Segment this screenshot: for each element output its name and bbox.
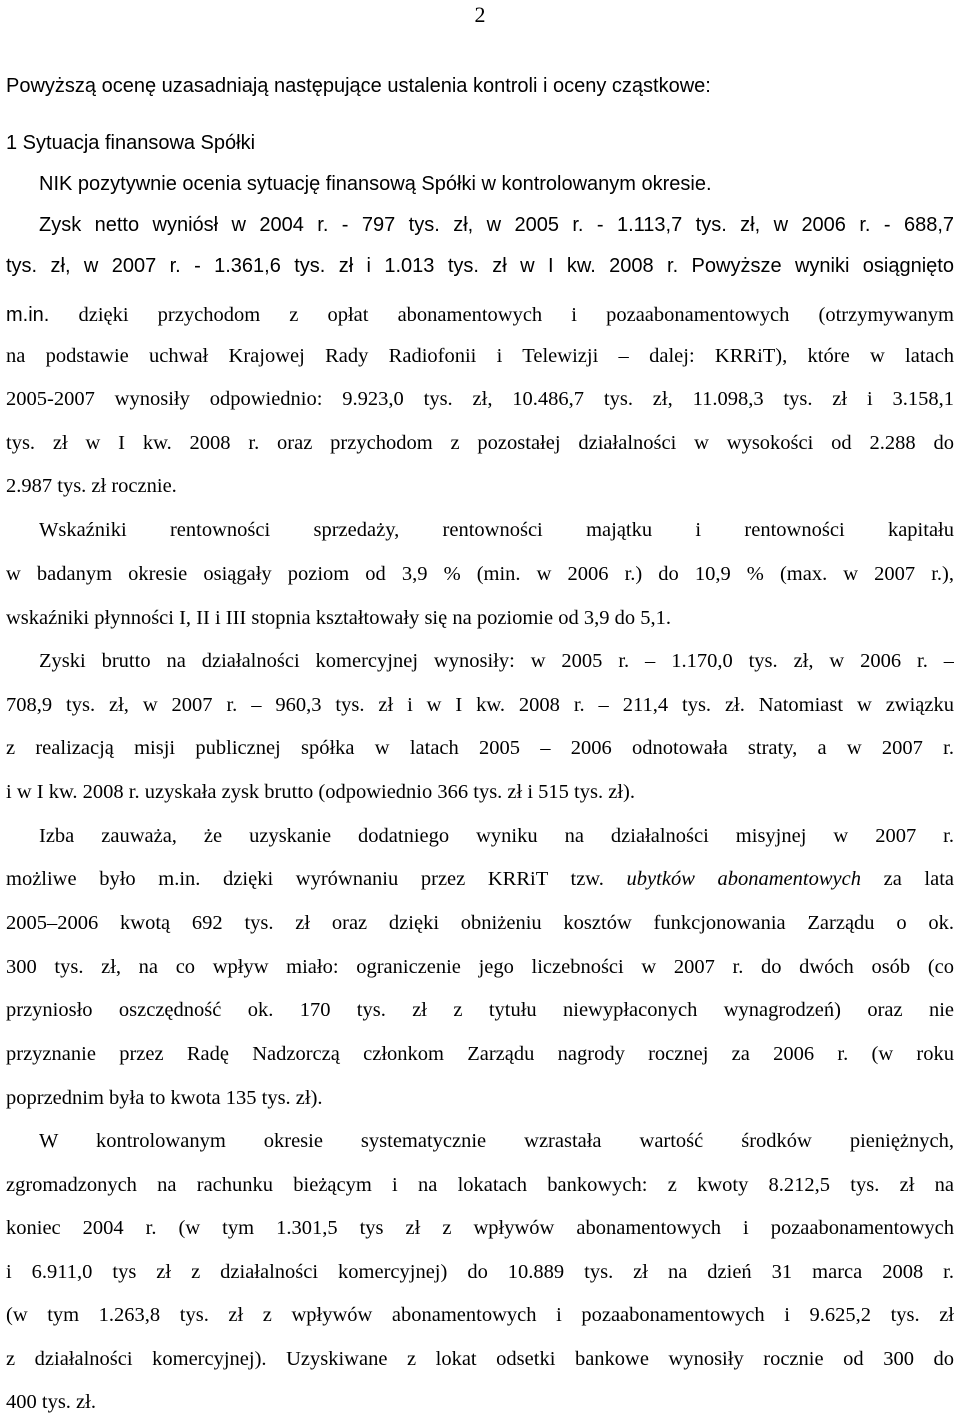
text-line: W kontrolowanym okresie systematycznie wzrastała wartość środków pieniężnych,	[39, 1131, 954, 1152]
text-line	[6, 305, 954, 329]
text-line: z działalności komercyjnej). Uzyskiwane z lokat odsetki bankowe wynosiły rocznie od 300 do	[6, 1349, 954, 1370]
text-line: na podstawie uchwał Krajowej Rady Radiofonii i Telewizji – dalej: KRRiT), które w latach	[6, 346, 954, 367]
text-span: możliwe było m.in. dzięki wyrównaniu przez KRRiT tzw.	[6, 869, 604, 890]
text-line: w badanym okresie osiągały poziom od 3,9 % (min. w 2006 r.) do 10,9 % (max. w 2007 r.),	[6, 564, 954, 585]
text-line: 2005–2006 kwotą 692 tys. zł oraz dzięki obniżeniu kosztów funkcjonowania Zarządu o ok.	[6, 913, 954, 934]
text-line: koniec 2004 r. (w tym 1.301,5 tys zł z wpływów abonamentowych i pozaabonamentowych	[6, 1218, 954, 1239]
text-line: zgromadzonych na rachunku bieżącym i na lokatach bankowych: z kwoty 8.212,5 tys. zł na	[6, 1175, 954, 1196]
text-line: Izba zauważa, że uzyskanie dodatniego wyniku na działalności misyjnej w 2007 r.	[39, 826, 954, 847]
text-line: 2.987 tys. zł rocznie.	[6, 475, 177, 497]
text-span: za lata	[883, 869, 954, 890]
text-line: (w tym 1.263,8 tys. zł z wpływów abonamentowych i pozaabonamentowych i 9.625,2 tys. zł	[6, 1305, 954, 1326]
section-heading: 1 Sytuacja finansowa Spółki	[6, 132, 256, 154]
page-number: 2	[474, 2, 486, 27]
text-line: 400 tys. zł.	[6, 1391, 96, 1413]
italic-term: ubytków abonamentowych	[626, 869, 861, 890]
text-line: 2005-2007 wynosiły odpowiednio: 9.923,0 tys. zł, 10.486,7 tys. zł, 11.098,3 tys. zł i 3.158,1	[6, 389, 954, 410]
text-span: dzięki przychodom z opłat abonamentowych i pozaabonamentowych (otrzymywanym	[78, 305, 954, 326]
text-line: i w I kw. 2008 r. uzyskała zysk brutto (odpowiednio 366 tys. zł i 515 tys. zł).	[6, 781, 635, 803]
intro-line: Powyższą ocenę uzasadniają następujące ustalenia kontroli i oceny cząstkowe:	[6, 75, 711, 97]
text-line: poprzednim była to kwota 135 tys. zł).	[6, 1087, 323, 1109]
text-line: 708,9 tys. zł, w 2007 r. – 960,3 tys. zł i w I kw. 2008 r. – 211,4 tys. zł. Natomiast w związku	[6, 695, 954, 716]
text-line: wskaźniki płynności I, II i III stopnia kształtowały się na poziomie od 3,9 do 5,1.	[6, 607, 671, 629]
text-line: Zyski brutto na działalności komercyjnej wynosiły: w 2005 r. – 1.170,0 tys. zł, w 2006 r. –	[39, 651, 954, 672]
text-line: tys. zł, w 2007 r. - 1.361,6 tys. zł i 1.013 tys. zł w I kw. 2008 r. Powyższe wyniki osiągnięto	[6, 256, 954, 277]
text-line: tys. zł w I kw. 2008 r. oraz przychodom z pozostałej działalności w wysokości od 2.288 do	[6, 433, 954, 454]
text-line: Zysk netto wyniósł w 2004 r. - 797 tys. zł, w 2005 r. - 1.113,7 tys. zł, w 2006 r. - 688,7	[39, 215, 954, 236]
text-line	[6, 869, 954, 893]
text-line: przyznanie przez Radę Nadzorczą członkom Zarządu nagrody rocznej za 2006 r. (w roku	[6, 1044, 954, 1065]
text-line: Wskaźniki rentowności sprzedaży, rentowności majątku i rentowności kapitału	[39, 520, 954, 541]
text-line: 300 tys. zł, na co wpływ miało: ograniczenie jego liczebności w 2007 r. do dwóch osób (co	[6, 957, 954, 978]
text-span: m.in.	[6, 305, 50, 326]
text-line: z realizacją misji publicznej spółka w latach 2005 – 2006 odnotowała straty, a w 2007 r.	[6, 738, 954, 759]
text-line: przyniosło oszczędność ok. 170 tys. zł z tytułu niewypłaconych wynagrodzeń) oraz nie	[6, 1000, 954, 1021]
text-line: i 6.911,0 tys zł z działalności komercyjnej) do 10.889 tys. zł na dzień 31 marca 2008 r.	[6, 1262, 954, 1283]
text-line: NIK pozytywnie ocenia sytuację finansową Spółki w kontrolowanym okresie.	[39, 173, 712, 195]
